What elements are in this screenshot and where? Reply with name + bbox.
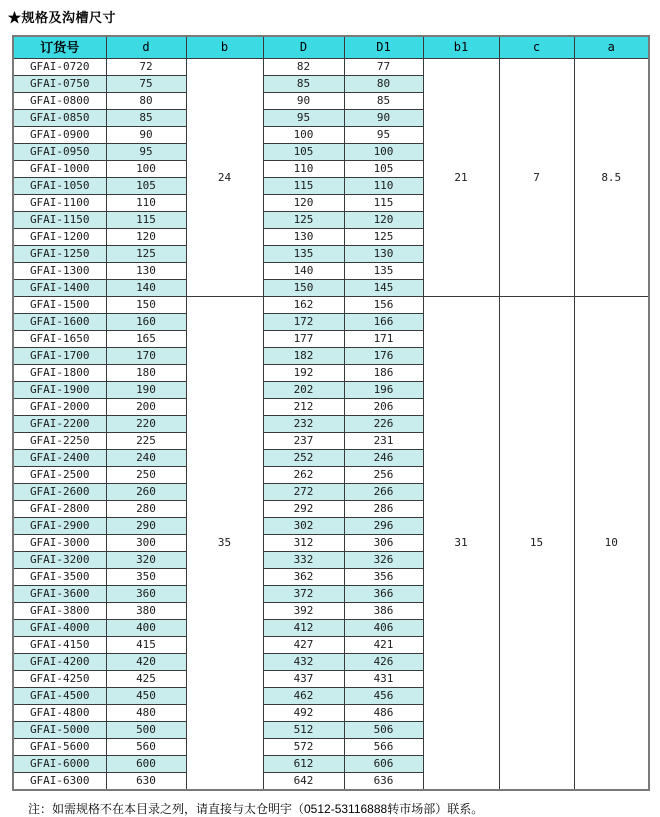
order-no-cell: GFAI-1900 — [13, 382, 106, 399]
D-cell: 642 — [263, 773, 344, 791]
d-cell: 425 — [106, 671, 186, 688]
order-no-cell: GFAI-4200 — [13, 654, 106, 671]
column-header-d1: D1 — [344, 36, 423, 59]
D-cell: 202 — [263, 382, 344, 399]
d-cell: 280 — [106, 501, 186, 518]
order-no-cell: GFAI-2250 — [13, 433, 106, 450]
D-cell: 437 — [263, 671, 344, 688]
d-cell: 190 — [106, 382, 186, 399]
D1-cell: 406 — [344, 620, 423, 637]
order-no-cell: GFAI-1600 — [13, 314, 106, 331]
D-cell: 292 — [263, 501, 344, 518]
b-merged-cell: 24 — [186, 59, 263, 297]
order-no-cell: GFAI-4150 — [13, 637, 106, 654]
c-merged-cell: 15 — [499, 297, 574, 791]
D1-cell: 606 — [344, 756, 423, 773]
D-cell: 212 — [263, 399, 344, 416]
order-no-cell: GFAI-3200 — [13, 552, 106, 569]
d-cell: 80 — [106, 93, 186, 110]
d-cell: 85 — [106, 110, 186, 127]
order-no-cell: GFAI-5600 — [13, 739, 106, 756]
footnote: 注：如需规格不在本目录之列，请直接与太仓明宇（0512-53116888转市场部）联系。 — [28, 802, 484, 816]
D1-cell: 85 — [344, 93, 423, 110]
d-cell: 600 — [106, 756, 186, 773]
D-cell: 232 — [263, 416, 344, 433]
order-no-cell: GFAI-1150 — [13, 212, 106, 229]
a-merged-cell: 10 — [574, 297, 649, 791]
D1-cell: 145 — [344, 280, 423, 297]
d-cell: 140 — [106, 280, 186, 297]
column-header-order-no: 订货号 — [13, 36, 106, 59]
D-cell: 130 — [263, 229, 344, 246]
d-cell: 115 — [106, 212, 186, 229]
d-cell: 200 — [106, 399, 186, 416]
column-header-c: c — [499, 36, 574, 59]
d-cell: 360 — [106, 586, 186, 603]
D1-cell: 80 — [344, 76, 423, 93]
table-row — [13, 297, 649, 314]
order-no-cell: GFAI-1250 — [13, 246, 106, 263]
order-no-cell: GFAI-1050 — [13, 178, 106, 195]
order-no-cell: GFAI-1300 — [13, 263, 106, 280]
D-cell: 177 — [263, 331, 344, 348]
table-header-row — [13, 36, 649, 59]
order-no-cell: GFAI-4800 — [13, 705, 106, 722]
order-no-cell: GFAI-1700 — [13, 348, 106, 365]
column-header-d: D — [263, 36, 344, 59]
D-cell: 372 — [263, 586, 344, 603]
order-no-cell: GFAI-4500 — [13, 688, 106, 705]
D1-cell: 431 — [344, 671, 423, 688]
b-merged-cell: 35 — [186, 297, 263, 791]
D-cell: 150 — [263, 280, 344, 297]
d-cell: 120 — [106, 229, 186, 246]
order-no-cell: GFAI-0850 — [13, 110, 106, 127]
D-cell: 237 — [263, 433, 344, 450]
order-no-cell: GFAI-2500 — [13, 467, 106, 484]
table-row — [13, 59, 649, 76]
spec-table — [12, 35, 650, 791]
d-cell: 165 — [106, 331, 186, 348]
d-cell: 125 — [106, 246, 186, 263]
D-cell: 110 — [263, 161, 344, 178]
D-cell: 192 — [263, 365, 344, 382]
b1-merged-cell: 31 — [423, 297, 499, 791]
d-cell: 450 — [106, 688, 186, 705]
d-cell: 110 — [106, 195, 186, 212]
D-cell: 362 — [263, 569, 344, 586]
D-cell: 135 — [263, 246, 344, 263]
column-header-d: d — [106, 36, 186, 59]
D1-cell: 386 — [344, 603, 423, 620]
D-cell: 115 — [263, 178, 344, 195]
D1-cell: 166 — [344, 314, 423, 331]
D1-cell: 636 — [344, 773, 423, 791]
D-cell: 272 — [263, 484, 344, 501]
d-cell: 90 — [106, 127, 186, 144]
D1-cell: 486 — [344, 705, 423, 722]
D1-cell: 90 — [344, 110, 423, 127]
d-cell: 130 — [106, 263, 186, 280]
d-cell: 380 — [106, 603, 186, 620]
D-cell: 427 — [263, 637, 344, 654]
order-no-cell: GFAI-5000 — [13, 722, 106, 739]
order-no-cell: GFAI-6000 — [13, 756, 106, 773]
d-cell: 150 — [106, 297, 186, 314]
D1-cell: 115 — [344, 195, 423, 212]
order-no-cell: GFAI-2900 — [13, 518, 106, 535]
D-cell: 90 — [263, 93, 344, 110]
order-no-cell: GFAI-1200 — [13, 229, 106, 246]
d-cell: 560 — [106, 739, 186, 756]
D1-cell: 266 — [344, 484, 423, 501]
D1-cell: 366 — [344, 586, 423, 603]
column-header-b1: b1 — [423, 36, 499, 59]
D-cell: 252 — [263, 450, 344, 467]
D1-cell: 125 — [344, 229, 423, 246]
d-cell: 480 — [106, 705, 186, 722]
order-no-cell: GFAI-3800 — [13, 603, 106, 620]
order-no-cell: GFAI-3000 — [13, 535, 106, 552]
D-cell: 140 — [263, 263, 344, 280]
d-cell: 415 — [106, 637, 186, 654]
D-cell: 125 — [263, 212, 344, 229]
d-cell: 160 — [106, 314, 186, 331]
D1-cell: 306 — [344, 535, 423, 552]
d-cell: 170 — [106, 348, 186, 365]
d-cell: 400 — [106, 620, 186, 637]
d-cell: 220 — [106, 416, 186, 433]
b1-merged-cell: 21 — [423, 59, 499, 297]
D1-cell: 171 — [344, 331, 423, 348]
D-cell: 82 — [263, 59, 344, 76]
d-cell: 100 — [106, 161, 186, 178]
D1-cell: 100 — [344, 144, 423, 161]
D-cell: 182 — [263, 348, 344, 365]
order-no-cell: GFAI-2200 — [13, 416, 106, 433]
D-cell: 302 — [263, 518, 344, 535]
order-no-cell: GFAI-0800 — [13, 93, 106, 110]
order-no-cell: GFAI-1650 — [13, 331, 106, 348]
D-cell: 105 — [263, 144, 344, 161]
D-cell: 100 — [263, 127, 344, 144]
order-no-cell: GFAI-3600 — [13, 586, 106, 603]
d-cell: 72 — [106, 59, 186, 76]
order-no-cell: GFAI-0720 — [13, 59, 106, 76]
page-title: ★规格及沟槽尺寸 — [8, 10, 117, 25]
D1-cell: 566 — [344, 739, 423, 756]
D1-cell: 296 — [344, 518, 423, 535]
D1-cell: 196 — [344, 382, 423, 399]
D1-cell: 156 — [344, 297, 423, 314]
d-cell: 105 — [106, 178, 186, 195]
D-cell: 120 — [263, 195, 344, 212]
order-no-cell: GFAI-1800 — [13, 365, 106, 382]
d-cell: 420 — [106, 654, 186, 671]
D1-cell: 256 — [344, 467, 423, 484]
d-cell: 630 — [106, 773, 186, 791]
order-no-cell: GFAI-2400 — [13, 450, 106, 467]
d-cell: 500 — [106, 722, 186, 739]
order-no-cell: GFAI-2000 — [13, 399, 106, 416]
D1-cell: 206 — [344, 399, 423, 416]
d-cell: 75 — [106, 76, 186, 93]
order-no-cell: GFAI-4000 — [13, 620, 106, 637]
D1-cell: 356 — [344, 569, 423, 586]
d-cell: 350 — [106, 569, 186, 586]
D1-cell: 421 — [344, 637, 423, 654]
D1-cell: 456 — [344, 688, 423, 705]
d-cell: 290 — [106, 518, 186, 535]
D1-cell: 135 — [344, 263, 423, 280]
D-cell: 332 — [263, 552, 344, 569]
D-cell: 462 — [263, 688, 344, 705]
order-no-cell: GFAI-4250 — [13, 671, 106, 688]
d-cell: 225 — [106, 433, 186, 450]
d-cell: 300 — [106, 535, 186, 552]
D-cell: 312 — [263, 535, 344, 552]
d-cell: 320 — [106, 552, 186, 569]
D-cell: 512 — [263, 722, 344, 739]
c-merged-cell: 7 — [499, 59, 574, 297]
D-cell: 492 — [263, 705, 344, 722]
D-cell: 262 — [263, 467, 344, 484]
D-cell: 85 — [263, 76, 344, 93]
D-cell: 392 — [263, 603, 344, 620]
D-cell: 572 — [263, 739, 344, 756]
d-cell: 95 — [106, 144, 186, 161]
order-no-cell: GFAI-3500 — [13, 569, 106, 586]
D-cell: 95 — [263, 110, 344, 127]
order-no-cell: GFAI-0900 — [13, 127, 106, 144]
D1-cell: 286 — [344, 501, 423, 518]
D-cell: 172 — [263, 314, 344, 331]
D1-cell: 246 — [344, 450, 423, 467]
column-header-a: a — [574, 36, 649, 59]
d-cell: 250 — [106, 467, 186, 484]
column-header-b: b — [186, 36, 263, 59]
D-cell: 612 — [263, 756, 344, 773]
order-no-cell: GFAI-0950 — [13, 144, 106, 161]
D1-cell: 226 — [344, 416, 423, 433]
D1-cell: 506 — [344, 722, 423, 739]
D1-cell: 95 — [344, 127, 423, 144]
a-merged-cell: 8.5 — [574, 59, 649, 297]
order-no-cell: GFAI-6300 — [13, 773, 106, 791]
D1-cell: 186 — [344, 365, 423, 382]
d-cell: 180 — [106, 365, 186, 382]
D1-cell: 120 — [344, 212, 423, 229]
order-no-cell: GFAI-0750 — [13, 76, 106, 93]
d-cell: 260 — [106, 484, 186, 501]
d-cell: 240 — [106, 450, 186, 467]
D1-cell: 426 — [344, 654, 423, 671]
D-cell: 412 — [263, 620, 344, 637]
order-no-cell: GFAI-1500 — [13, 297, 106, 314]
order-no-cell: GFAI-2800 — [13, 501, 106, 518]
order-no-cell: GFAI-2600 — [13, 484, 106, 501]
D1-cell: 77 — [344, 59, 423, 76]
D-cell: 432 — [263, 654, 344, 671]
D-cell: 162 — [263, 297, 344, 314]
D1-cell: 110 — [344, 178, 423, 195]
order-no-cell: GFAI-1000 — [13, 161, 106, 178]
D1-cell: 105 — [344, 161, 423, 178]
table-body — [13, 59, 649, 791]
order-no-cell: GFAI-1400 — [13, 280, 106, 297]
D1-cell: 326 — [344, 552, 423, 569]
D1-cell: 231 — [344, 433, 423, 450]
D1-cell: 130 — [344, 246, 423, 263]
D1-cell: 176 — [344, 348, 423, 365]
order-no-cell: GFAI-1100 — [13, 195, 106, 212]
